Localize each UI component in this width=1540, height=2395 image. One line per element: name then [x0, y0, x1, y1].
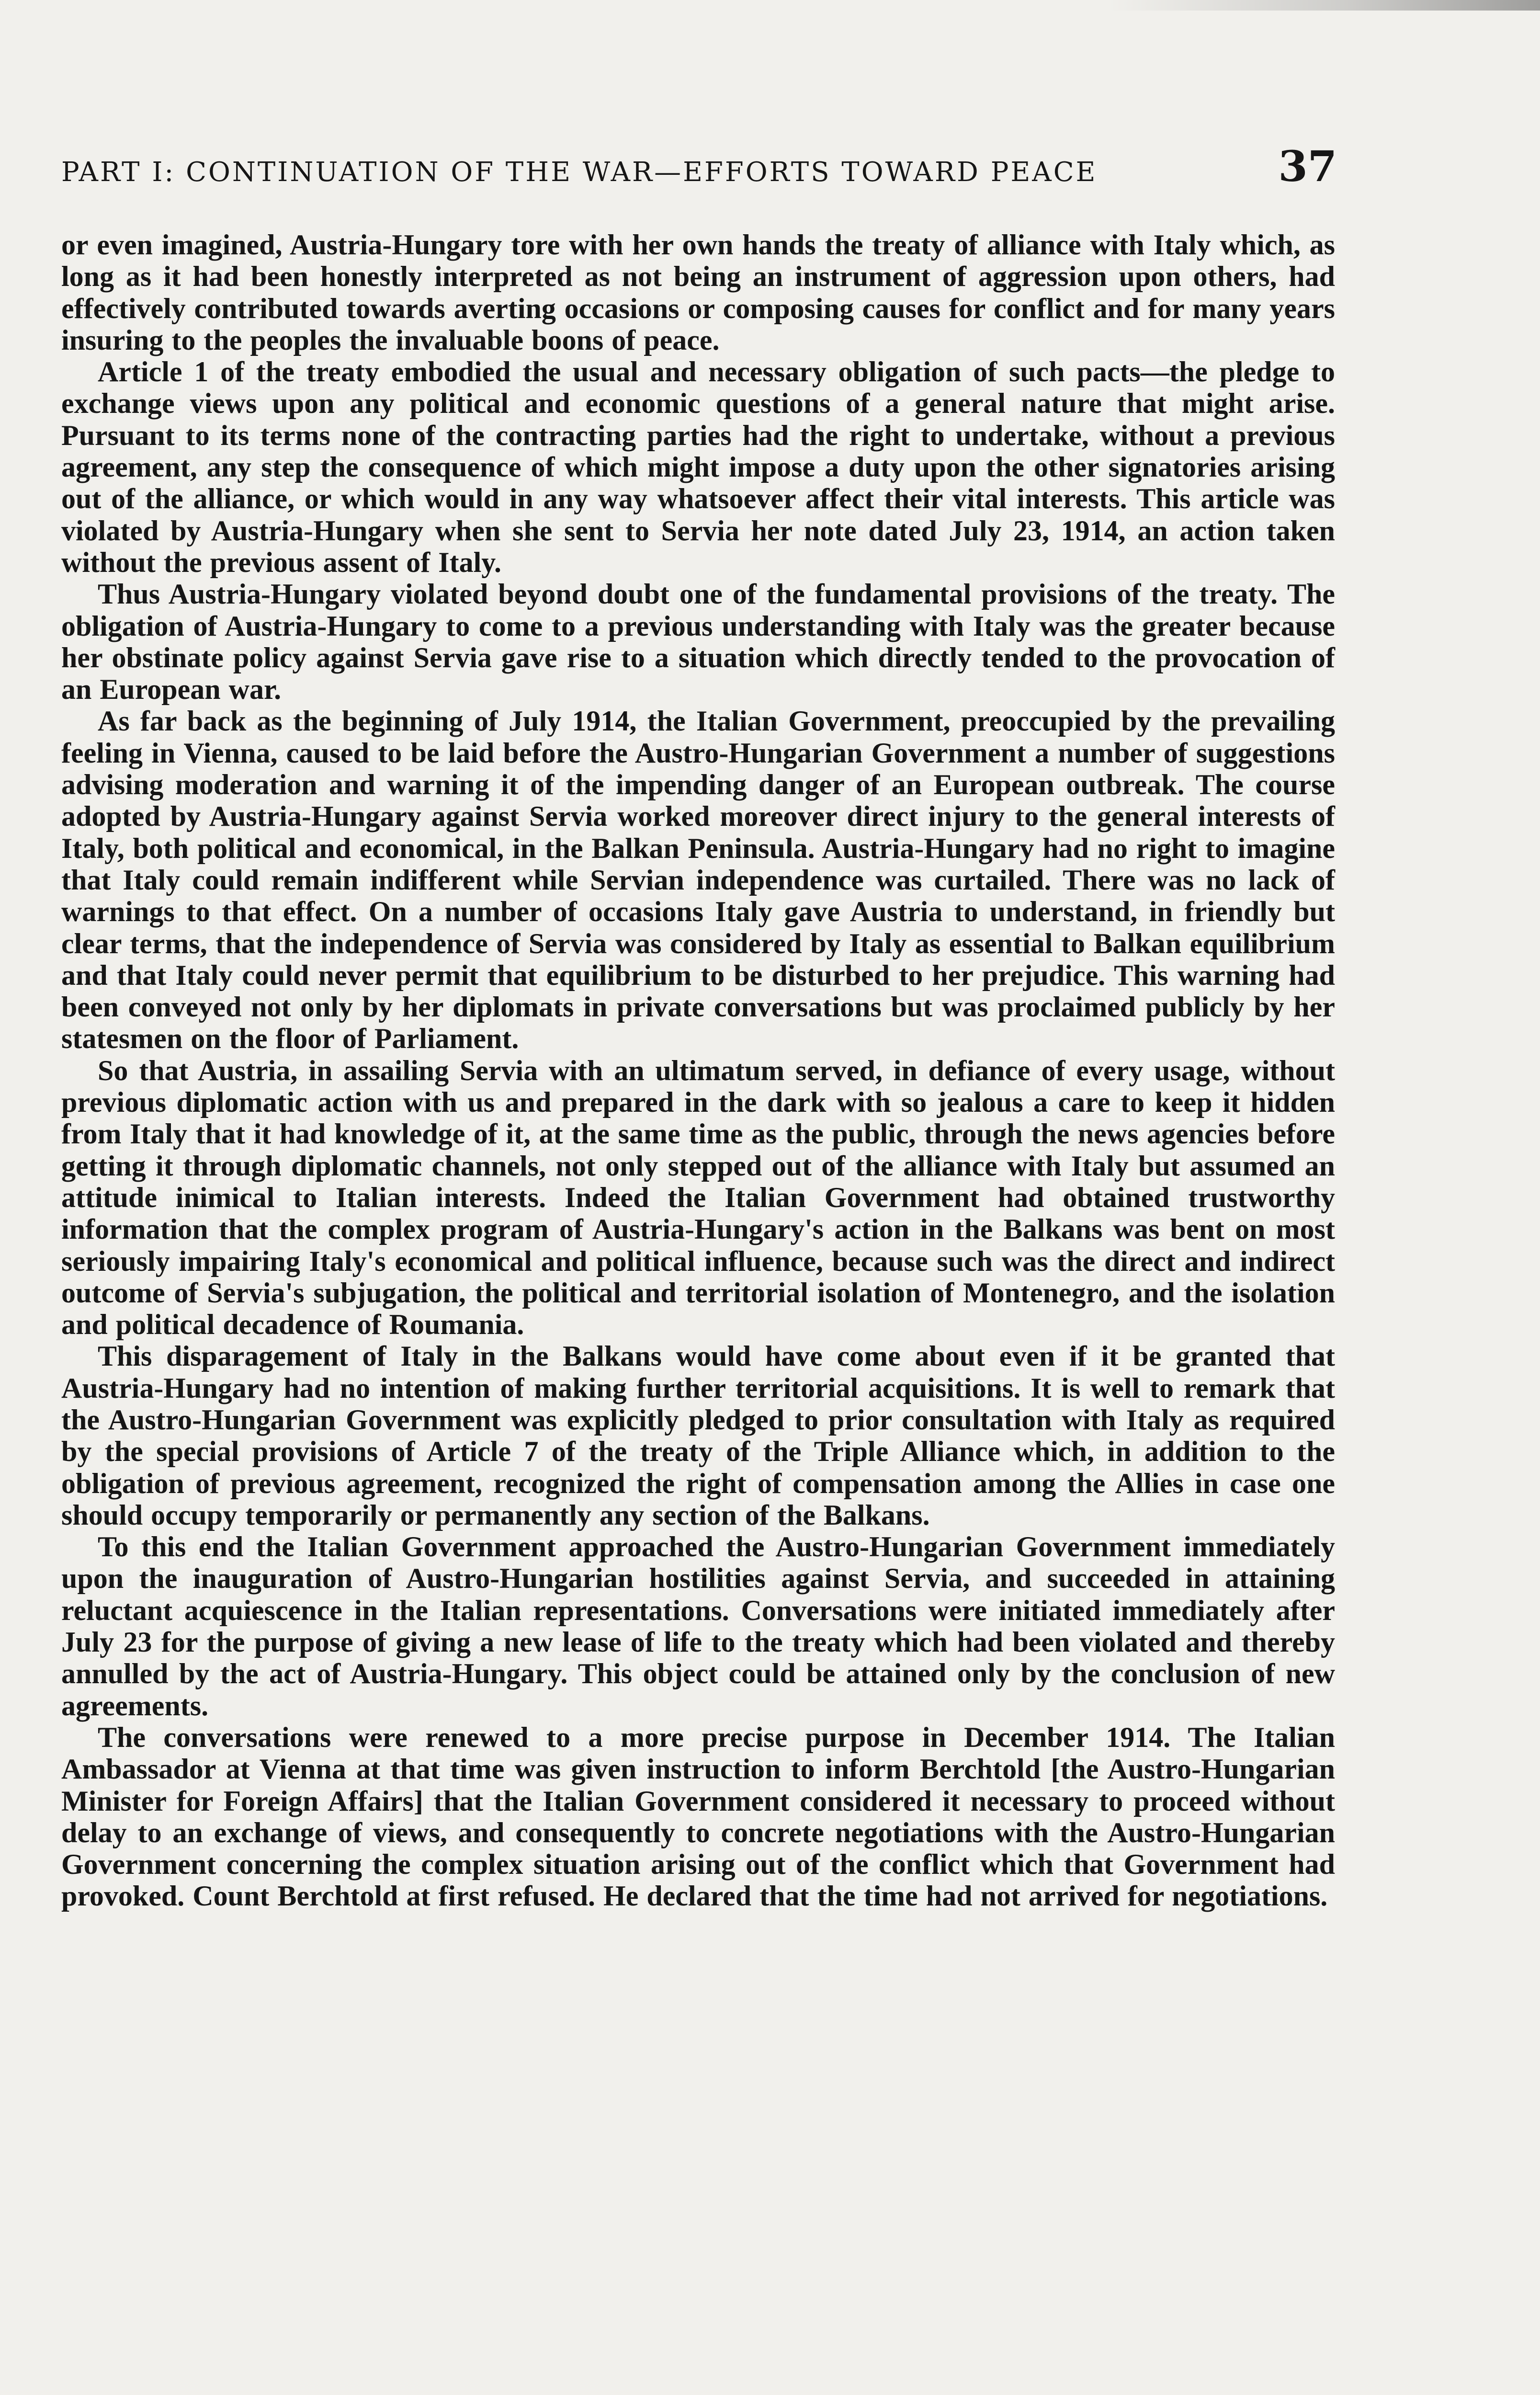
running-title: PART I: CONTINUATION OF THE WAR—EFFORTS TOWARD PEACE: [61, 157, 1098, 188]
paragraph-3: Thus Austria-Hungary violated beyond doubt one of the fundamental provisions of the treaty. The obligation of Austria-Hungary to come to a previous understanding with Italy was the greater because her obstinate policy against Servia gave rise to a situation which directly tended to the provocation of an European war.: [61, 578, 1335, 706]
paragraph-5: So that Austria, in assailing Servia with an ultimatum served, in defiance of every usage, without previous diplomatic action with us and prepared in the dark with so jealous a care to keep it hidden from Italy that it had knowledge of it, at the same time as the public, through the news agencies before getting it through diplomatic channels, not only stepped out of the alliance with Italy but assumed an attitude inimical to Italian interests. Indeed the Italian Government had obtained trustworthy information that the complex program of Austria-Hungary's action in the Balkans was bent on most seriously impairing Italy's economical and political influence, because such was the direct and indirect outcome of Servia's subjugation, the political and territorial isolation of Montenegro, and the isolation and political decadence of Roumania.: [61, 1054, 1335, 1341]
scan-edge-shadow: [1109, 0, 1540, 11]
running-header: [61, 141, 1337, 194]
paragraph-7: To this end the Italian Government approached the Austro-Hungarian Government immediately upon the inauguration of Austro-Hungarian hostilities against Servia, and succeeded in attaining reluctant acquiescence in the Italian representations. Conversations were initiated immediately after July 23 for the purpose of giving a new lease of life to the treaty which had been violated and thereby annulled by the act of Austria-Hungary. This object could be attained only by the conclusion of new agreements.: [61, 1531, 1335, 1722]
paragraph-4: As far back as the beginning of July 1914, the Italian Government, preoccupied by the prevailing feeling in Vienna, caused to be laid before the Austro-Hungarian Government a number of suggestions advising moderation and warning it of the impending danger of an European outbreak. The course adopted by Austria-Hungary against Servia worked moreover direct injury to the general interests of Italy, both political and economical, in the Balkan Peninsula. Austria-Hungary had no right to imagine that Italy could remain indifferent while Servian independence was curtailed. There was no lack of warnings to that effect. On a number of occasions Italy gave Austria to understand, in friendly but clear terms, that the independence of Servia was considered by Italy as essential to Balkan equilibrium and that Italy could never permit that equilibrium to be disturbed to her prejudice. This warning had been conveyed not only by her diplomats in private conversations but was proclaimed publicly by her statesmen on the floor of Parliament.: [61, 705, 1335, 1055]
paragraph-2: Article 1 of the treaty embodied the usual and necessary obligation of such pacts—the pledge to exchange views upon any political and economic questions of a general nature that might arise. Pursuant to its terms none of the contracting parties had the right to undertake, without a previous agreement, any step the consequence of which might impose a duty upon the other signatories arising out of the alliance, or which would in any way whatsoever affect their vital interests. This article was violated by Austria-Hungary when she sent to Servia her note dated July 23, 1914, an action taken without the previous assent of Italy.: [61, 356, 1335, 578]
paragraph-6: This disparagement of Italy in the Balkans would have come about even if it be granted that Austria-Hungary had no intention of making further territorial acquisitions. It is well to remark that the Austro-Hungarian Government was explicitly pledged to prior consultation with Italy as required by the special provisions of Article 7 of the treaty of the Triple Alliance which, in addition to the obligation of previous agreement, recognized the right of compensation among the Allies in case one should occupy temporarily or permanently any section of the Balkans.: [61, 1340, 1335, 1531]
body-text: [61, 229, 1335, 1912]
page-number: 37: [1278, 141, 1337, 191]
paragraph-1: or even imagined, Austria-Hungary tore with her own hands the treaty of alliance with Italy which, as long as it had been honestly interpreted as not being an instrument of aggression upon others, had effectively contributed towards averting occasions or composing causes for conflict and for many years insuring to the peoples the invaluable boons of peace.: [61, 229, 1335, 356]
paragraph-8: The conversations were renewed to a more precise purpose in December 1914. The Italian Ambassador at Vienna at that time was given instruction to inform Berchtold [the Austro-Hungarian Minister for Foreign Affairs] that the Italian Government considered it necessary to proceed without delay to an exchange of views, and consequently to concrete negotiations with the Austro-Hungarian Government concerning the complex situation arising out of the conflict which that Government had provoked. Count Berchtold at first refused. He declared that the time had not arrived for negotiations.: [61, 1721, 1335, 1912]
